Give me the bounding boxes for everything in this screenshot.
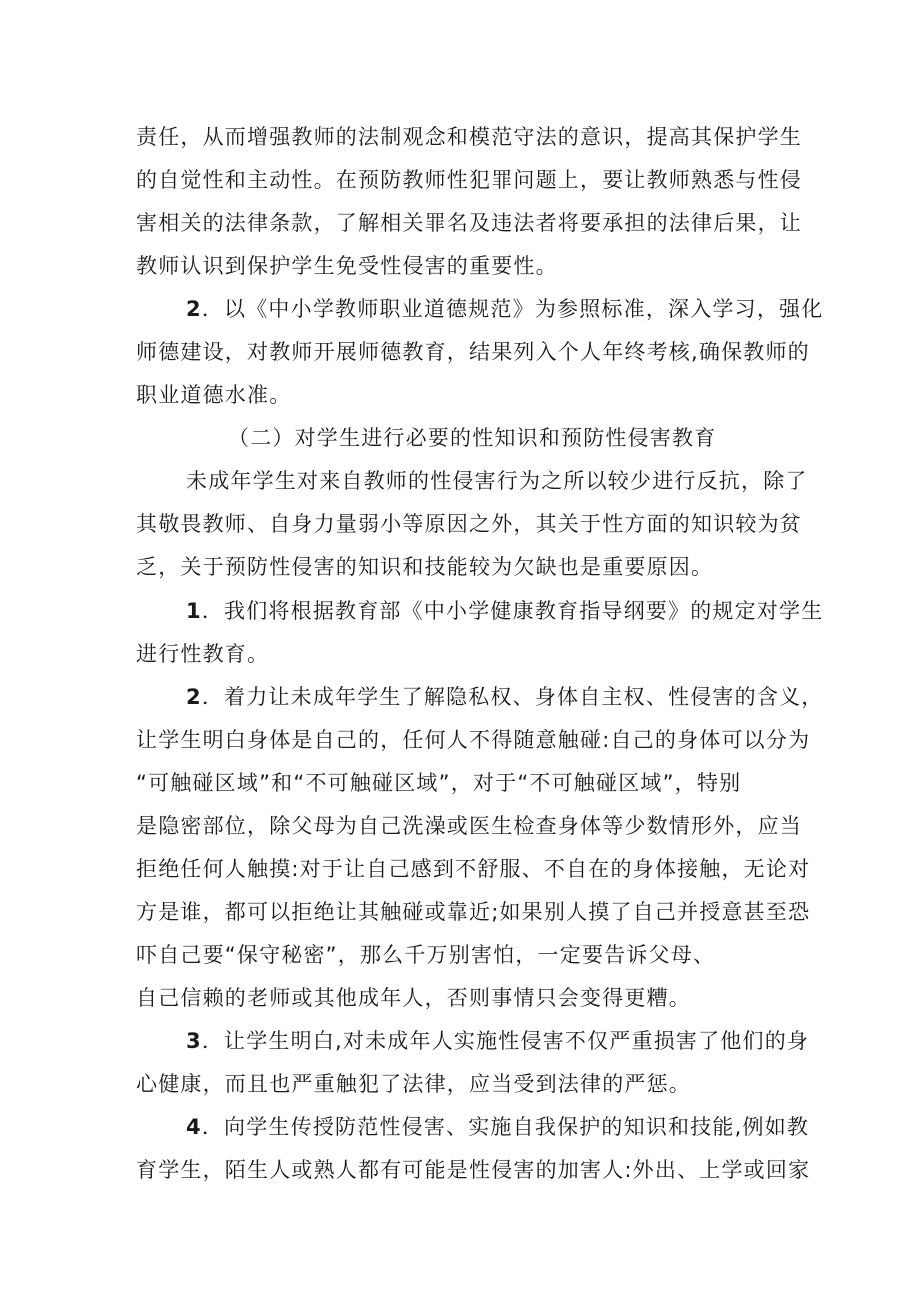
list-text: 向学生传授防范性侵害、实施自我保护的知识和技能,例如教 (224, 1115, 810, 1139)
list-number: 2 (186, 685, 202, 709)
list-dot: ． (201, 1115, 225, 1139)
text-line: 吓自己要“保守秘密”，那么千万别害怕，一定要告诉父母、 (136, 943, 716, 967)
text-line: 拒绝任何人触摸:对于让自己感到不舒服、不自在的身体接触，无论对 (136, 857, 811, 881)
text-line: 责任，从而增强教师的法制观念和模范守法的意识，提高其保护学生 (136, 125, 802, 149)
list-number: 3 (186, 1029, 202, 1053)
text-line: “可触碰区域”和“不可触碰区域”，对于“不可触碰区域”，特别 (136, 771, 742, 795)
list-item-4 (186, 1114, 809, 1140)
list-dot: ． (201, 599, 225, 623)
text-line: 让学生明白身体是自己的，任何人不得随意触碰:自己的身体可以分为 (136, 728, 811, 752)
list-text: 以《中小学教师职业道德规范》为参照标准，深入学习，强化 (224, 297, 824, 321)
list-number: 2 (186, 297, 202, 321)
list-dot: ． (201, 297, 225, 321)
list-dot: ． (201, 685, 225, 709)
text-line: 自己信赖的老师或其他成年人，否则事情只会变得更糟。 (136, 986, 691, 1010)
list-text: 让学生明白,对未成年人实施性侵害不仅严重损害了他们的身 (224, 1029, 810, 1053)
text-line: 方是谁，都可以拒绝让其触碰或靠近;如果别人摸了自己并授意甚至恐 (136, 900, 811, 924)
list-text: 着力让未成年学生了解隐私权、身体自主权、性侵害的含义， (224, 685, 824, 709)
list-item-2 (186, 296, 823, 322)
section-heading: （二）对学生进行必要的性知识和预防性侵害教育 (228, 426, 717, 450)
list-item-1 (186, 598, 823, 624)
text-line: 乏，关于预防性侵害的知识和技能较为欠缺也是重要原因。 (136, 555, 714, 579)
list-number: 4 (186, 1115, 202, 1139)
text-line: 害相关的法律条款，了解相关罪名及违法者将要承担的法律后果，让 (136, 211, 802, 235)
list-number: 1 (186, 599, 202, 623)
text-line: 未成年学生对来自教师的性侵害行为之所以较少进行反抗，除了 (186, 469, 808, 493)
list-item-3 (186, 1028, 809, 1054)
list-dot: ． (201, 1029, 225, 1053)
text-line: 的自觉性和主动性。在预防教师性犯罪问题上，要让教师熟悉与性侵 (136, 168, 802, 192)
text-line: 职业道德水准。 (136, 383, 292, 407)
text-line: 其敬畏教师、自身力量弱小等原因之外，其关于性方面的知识较为贫 (136, 512, 802, 536)
list-text: 我们将根据教育部《中小学健康教育指导纲要》的规定对学生 (224, 599, 824, 623)
text-line: 进行性教育。 (136, 642, 270, 666)
text-line: 是隐密部位，除父母为自己洗澡或医生检查身体等少数情形外，应当 (136, 814, 802, 838)
list-item-2b (186, 684, 823, 710)
text-line: 育学生，陌生人或熟人都有可能是性侵害的加害人:外出、上学或回家 (136, 1158, 811, 1182)
text-line: 心健康，而且也严重触犯了法律，应当受到法律的严惩。 (136, 1072, 691, 1096)
text-line: 师德建设，对教师开展师德教育，结果列入个人年终考核,确保教师的 (136, 340, 810, 364)
text-line: 教师认识到保护学生免受性侵害的重要性。 (136, 254, 558, 278)
